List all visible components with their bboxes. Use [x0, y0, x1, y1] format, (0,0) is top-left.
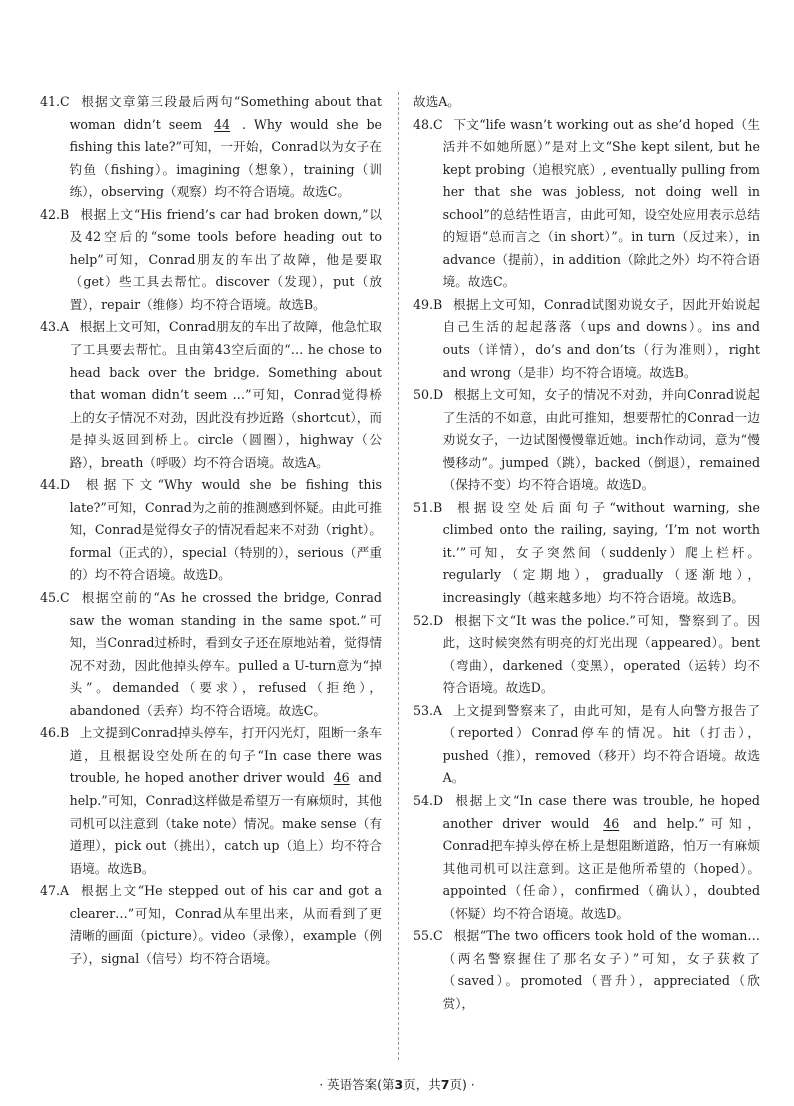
- answer-item: [413, 294, 760, 384]
- right-column: [413, 91, 760, 1015]
- answer-explanation: 根据空前的“As he crossed the bridge, Conrad saw the woman standing in the same spot.”可知，当Conrad过桥时，看到女子还在原地站着，觉得情况不对劲，因此他掉头停车。pulled a U-turn意为“掉头”。demanded（要求），refused（拒绝），abandoned（丢弃）均不符合语境。故选C。: [69, 590, 382, 718]
- column-divider: [398, 92, 399, 1060]
- answer-explanation: 根据“The two officers took hold of the woman…（两名警察握住了那名女子）”可知，女子获救了（saved）。promoted（晋升），appreciated（欣赏），: [442, 928, 760, 1011]
- answer-number: 47.A: [40, 883, 70, 899]
- answer-item: [40, 474, 382, 587]
- answer-explanation: 上文提到警察来了，由此可知，是有人向警方报告了（reported）Conrad停车的情况。hit（打击），pushed（推），removed（移开）均不符合语境。故选A。: [442, 702, 761, 786]
- blank-number: 44: [213, 116, 231, 132]
- answer-explanation: 根据上文“His friend’s car had broken down,”以及42空后的“some tools before heading out to help”可知，Conrad朋友的车出了故障，他是要取（get）些工具去帮忙。discover（发现），put（放置），repair（维修）均不符合语境。故选B。: [69, 206, 382, 312]
- answer-number: 51.B: [413, 499, 443, 515]
- answer-number: 48.C: [413, 116, 443, 132]
- footer-suffix: 页) ·: [449, 1077, 475, 1092]
- left-column: [40, 91, 382, 970]
- answer-explanation: 上文提到Conrad掉头停车，打开闪光灯，阻断一条车道，且根据设空处所在的句子“In case there was trouble, he hoped another driver would: [69, 725, 382, 786]
- answer-number: 45.C: [40, 590, 70, 606]
- answer-item: [40, 316, 382, 474]
- answer-item: [413, 114, 760, 294]
- footer-prefix: · 英语答案(第: [319, 1077, 395, 1092]
- answer-number: 54.D: [413, 792, 444, 808]
- answer-number: 43.A: [40, 319, 70, 335]
- footer-page-number: 3: [394, 1077, 404, 1092]
- answer-item: [413, 925, 760, 1015]
- answer-item: [413, 790, 760, 925]
- answer-item: [40, 91, 382, 204]
- answer-explanation: 根据下文“It was the police.”可知，警察到了。因此，这时候突然有明亮的灯光出现（appeared）。bent（弯曲），darkened（变黑），operated（运转）均不符合语境。故选D。: [442, 612, 760, 696]
- answer-explanation: 根据上文可知，Conrad朋友的车出了故障，他急忙取了工具要去帮忙。且由第43空后面的“… he chose to head back over the bridge. Something about that woman didn’t seem …”可知，Conrad觉得桥上的女子情况不对劲，因此没有抄近路（shortcut），而是掉头返回到桥上。circle（圆圈），highway（公路），breath（呼吸）均不符合语境。故选A。: [69, 319, 382, 470]
- answer-explanation: 根据上文“He stepped out of his car and got a clearer…”可知，Conrad从车里出来，从而看到了更清晰的画面（picture）。video（录像），example（例子），signal（信号）均不符合语境。: [69, 883, 382, 966]
- answer-explanation-tail: . Why would she be fishing this late?”可知，一开始，Conrad以为女子在钓鱼（fishing）。imagining（想象），training（训练），observing（观察）均不符合语境。故选C。: [69, 116, 382, 200]
- footer-middle: 页，共: [403, 1077, 441, 1092]
- answer-explanation: 下文“life wasn’t working out as she’d hoped（生活并不如她所愿）”是对上文“She kept silent, but he kept probing（追根究底）, eventually pulling from her that she was jobless, not doing well in school”的总结性语言，由此可知，设空处应用表示总结的短语“总而言之（in short）”。in turn（反过来），in advance（提前），in addition（除此之外）均不符合语境。故选C。: [442, 116, 760, 290]
- answer-number: 49.B: [413, 296, 443, 312]
- answer-explanation: 根据文章第三段最后两句“Something about that woman didn’t seem: [69, 94, 382, 132]
- answer-number: 41.C: [40, 94, 70, 109]
- answer-item: [413, 91, 760, 114]
- answer-explanation: 故选A。: [413, 94, 460, 109]
- answer-number: 53.A: [413, 702, 443, 718]
- page-footer: [0, 1075, 794, 1093]
- answer-explanation: 根据设空处后面句子“without warning, she climbed onto the railing, saying, ‘I’m not worth it.’”可知，女子突然间（suddenly）爬上栏杆。regularly（定期地），gradually（逐渐地），increasingly（越来越多地）均不符合语境。故选B。: [442, 499, 760, 606]
- answer-explanation: 根据上文“In case there was trouble, he hoped another driver would: [442, 792, 760, 831]
- answer-item: [413, 610, 760, 700]
- answer-number: 46.B: [40, 725, 70, 741]
- blank-number: 46: [333, 770, 350, 786]
- answer-number: 44.D: [40, 477, 71, 493]
- answer-item: [40, 880, 382, 970]
- answer-item: [413, 700, 760, 790]
- answer-number: 52.D: [413, 612, 444, 628]
- answer-number: 50.D: [413, 387, 444, 403]
- answer-explanation: 根据上文可知，女子的情况不对劲，并向Conrad说起了生活的不如意，由此可推知，想要帮忙的Conrad一边劝说女子，一边试图慢慢靠近她。inch作动词，意为“慢慢移动”。jumped（跳），backed（倒退），remained（保持不变）均不符合语境。故选D。: [442, 387, 760, 493]
- answer-explanation-tail: and help.”可知，Conrad这样做是希望万一有麻烦时，其他司机可以注意到（take note）情况。make sense（有道理），pick out（挑出），catch up（追上）均不符合语境。故选B。: [69, 770, 382, 876]
- answer-item: [413, 497, 760, 610]
- footer-total-pages: 7: [440, 1077, 450, 1092]
- blank-number: 46: [603, 815, 620, 831]
- answer-explanation-tail: and help.”可知，Conrad把车掉头停在桥上是想阻断道路，怕万一有麻烦其他司机可以注意到。这正是他所希望的（hoped）。appointed（任命），confirmed（确认），doubted（怀疑）均不符合语境。故选D。: [442, 815, 760, 921]
- answer-explanation: 根据下文“Why would she be fishing this late?”可知，Conrad为之前的推测感到怀疑。由此可推知，Conrad是觉得女子的情况看起来不对劲（right）。formal（正式的），special（特别的），serious（严重的）均不符合语境。故选D。: [69, 477, 382, 583]
- answer-item: [413, 384, 760, 497]
- answer-item: [40, 204, 382, 317]
- answer-item: [40, 722, 382, 880]
- answer-item: [40, 587, 382, 722]
- answer-number: 55.C: [413, 928, 443, 944]
- answer-explanation: 根据上文可知，Conrad试图劝说女子，因此开始说起自己生活的起起落落（ups and downs）。ins and outs（详情），do’s and don’ts（行为准则），right and wrong（是非）均不符合语境。故选B。: [442, 296, 760, 380]
- answer-number: 42.B: [40, 206, 70, 222]
